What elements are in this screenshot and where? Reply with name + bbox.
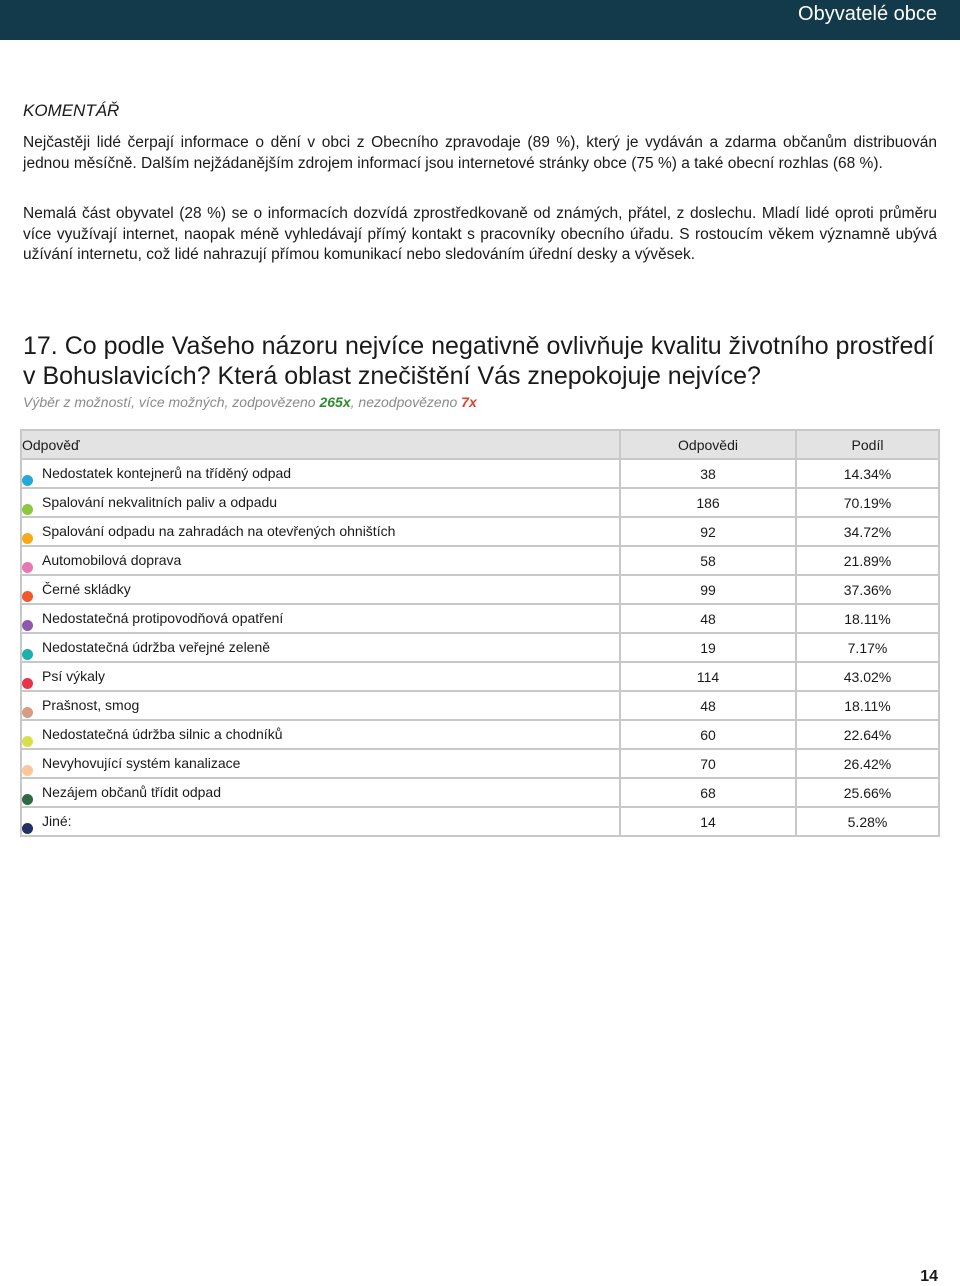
- answer-cell: [21, 546, 620, 575]
- share-cell: 18.11%: [796, 604, 939, 633]
- answer-label: Automobilová doprava: [42, 552, 182, 568]
- legend-dot-icon: [22, 562, 33, 573]
- answer-cell: [21, 749, 620, 778]
- meta-prefix: Výběr z možností, více možných, zodpovězeno: [23, 394, 320, 410]
- legend-dot-icon: [22, 736, 33, 747]
- header-answer: Odpověď: [21, 430, 620, 459]
- count-cell: 48: [620, 691, 796, 720]
- answer-label: Nedostatečná protipovodňová opatření: [42, 610, 284, 626]
- legend-dot-icon: [22, 475, 33, 486]
- answer-label: Nedostatek kontejnerů na tříděný odpad: [42, 465, 292, 481]
- count-cell: 60: [620, 720, 796, 749]
- table-row: [21, 720, 939, 749]
- share-cell: 25.66%: [796, 778, 939, 807]
- comment-paragraph-1: Nejčastěji lidé čerpají informace o dění v obci z Obecního zpravodaje (89 %), který je vydáván a zdarma občanům distribuován jednou měsíčně. Dalším nejžádanějším zdrojem informací jsou internetové stránky obce (75 %) a také obecní rozhlas (68 %).: [23, 134, 937, 172]
- legend-dot-icon: [22, 678, 33, 689]
- answer-label: Prašnost, smog: [42, 697, 140, 713]
- table-row: [21, 488, 939, 517]
- answered-count: 265x: [319, 394, 351, 410]
- answer-cell: [21, 575, 620, 604]
- table-row: [21, 662, 939, 691]
- legend-dot-icon: [22, 620, 33, 631]
- legend-dot-icon: [22, 794, 33, 805]
- answer-label: Nezájem občanů třídit odpad: [42, 784, 221, 800]
- answer-label: Spalování nekvalitních paliv a odpadu: [42, 494, 278, 510]
- share-cell: 34.72%: [796, 517, 939, 546]
- legend-dot-icon: [22, 504, 33, 515]
- comment-heading: KOMENTÁŘ: [23, 101, 120, 120]
- count-cell: 70: [620, 749, 796, 778]
- table-body: [21, 459, 939, 836]
- share-cell: 18.11%: [796, 691, 939, 720]
- table-row: [21, 517, 939, 546]
- answer-cell: [21, 720, 620, 749]
- count-cell: 14: [620, 807, 796, 836]
- count-cell: 68: [620, 778, 796, 807]
- answer-cell: [21, 488, 620, 517]
- table-row: [21, 459, 939, 488]
- answer-label: Nedostatečná údržba veřejné zeleně: [42, 639, 271, 655]
- table-row: [21, 691, 939, 720]
- comment-paragraph-2: Nemalá část obyvatel (28 %) se o informacích dozvídá zprostředkovaně od známých, přátel, z doslechu. Mladí lidé oproti průměru více využívají internet, naopak méně vyhledávají přímý kontakt s pracovníky obecního úřadu. S rostoucím věkem významně ubývá užívání internetu, což lidé nahrazují přímou komunikací nebo sledováním úřední desky a vývěsek.: [23, 205, 937, 263]
- answer-cell: [21, 517, 620, 546]
- share-cell: 26.42%: [796, 749, 939, 778]
- unanswered-count: 7x: [461, 394, 477, 410]
- share-cell: 14.34%: [796, 459, 939, 488]
- header-bar: [0, 0, 960, 40]
- table-row: [21, 546, 939, 575]
- question-title: 17. Co podle Vašeho názoru nejvíce negativně ovlivňuje kvalitu životního prostředí v Bohuslavicích? Která oblast znečištění Vás znepokojuje nejvíce?: [23, 332, 935, 390]
- count-cell: 114: [620, 662, 796, 691]
- header-title: Obyvatelé obce: [798, 3, 937, 25]
- table-row: [21, 807, 939, 836]
- table-row: [21, 778, 939, 807]
- legend-dot-icon: [22, 707, 33, 718]
- table-header-row: [21, 430, 939, 459]
- share-cell: 21.89%: [796, 546, 939, 575]
- answer-cell: [21, 691, 620, 720]
- count-cell: 19: [620, 633, 796, 662]
- share-cell: 70.19%: [796, 488, 939, 517]
- answer-label: Spalování odpadu na zahradách na otevřených ohništích: [42, 523, 396, 539]
- answer-label: Psí výkaly: [42, 668, 106, 684]
- answer-cell: [21, 807, 620, 836]
- table-row: [21, 749, 939, 778]
- answer-cell: [21, 633, 620, 662]
- question-meta: [23, 394, 477, 410]
- legend-dot-icon: [22, 591, 33, 602]
- count-cell: 38: [620, 459, 796, 488]
- count-cell: 58: [620, 546, 796, 575]
- header-share: Podíl: [796, 430, 939, 459]
- answer-cell: [21, 662, 620, 691]
- page-number: 14: [920, 1268, 938, 1285]
- legend-dot-icon: [22, 765, 33, 776]
- answer-label: Nevyhovující systém kanalizace: [42, 755, 241, 771]
- answer-cell: [21, 604, 620, 633]
- answer-label: Černé skládky: [42, 581, 131, 597]
- legend-dot-icon: [22, 649, 33, 660]
- share-cell: 37.36%: [796, 575, 939, 604]
- share-cell: 5.28%: [796, 807, 939, 836]
- table-row: [21, 633, 939, 662]
- share-cell: 43.02%: [796, 662, 939, 691]
- answer-label: Jiné:: [42, 813, 72, 829]
- answer-cell: [21, 459, 620, 488]
- count-cell: 186: [620, 488, 796, 517]
- legend-dot-icon: [22, 823, 33, 834]
- count-cell: 48: [620, 604, 796, 633]
- answer-label: Nedostatečná údržba silnic a chodníků: [42, 726, 283, 742]
- share-cell: 22.64%: [796, 720, 939, 749]
- meta-middle: , nezodpovězeno: [350, 394, 462, 410]
- count-cell: 92: [620, 517, 796, 546]
- count-cell: 99: [620, 575, 796, 604]
- header-count: Odpovědi: [620, 430, 796, 459]
- share-cell: 7.17%: [796, 633, 939, 662]
- results-table: [20, 429, 940, 837]
- legend-dot-icon: [22, 533, 33, 544]
- answer-cell: [21, 778, 620, 807]
- table-row: [21, 604, 939, 633]
- table-row: [21, 575, 939, 604]
